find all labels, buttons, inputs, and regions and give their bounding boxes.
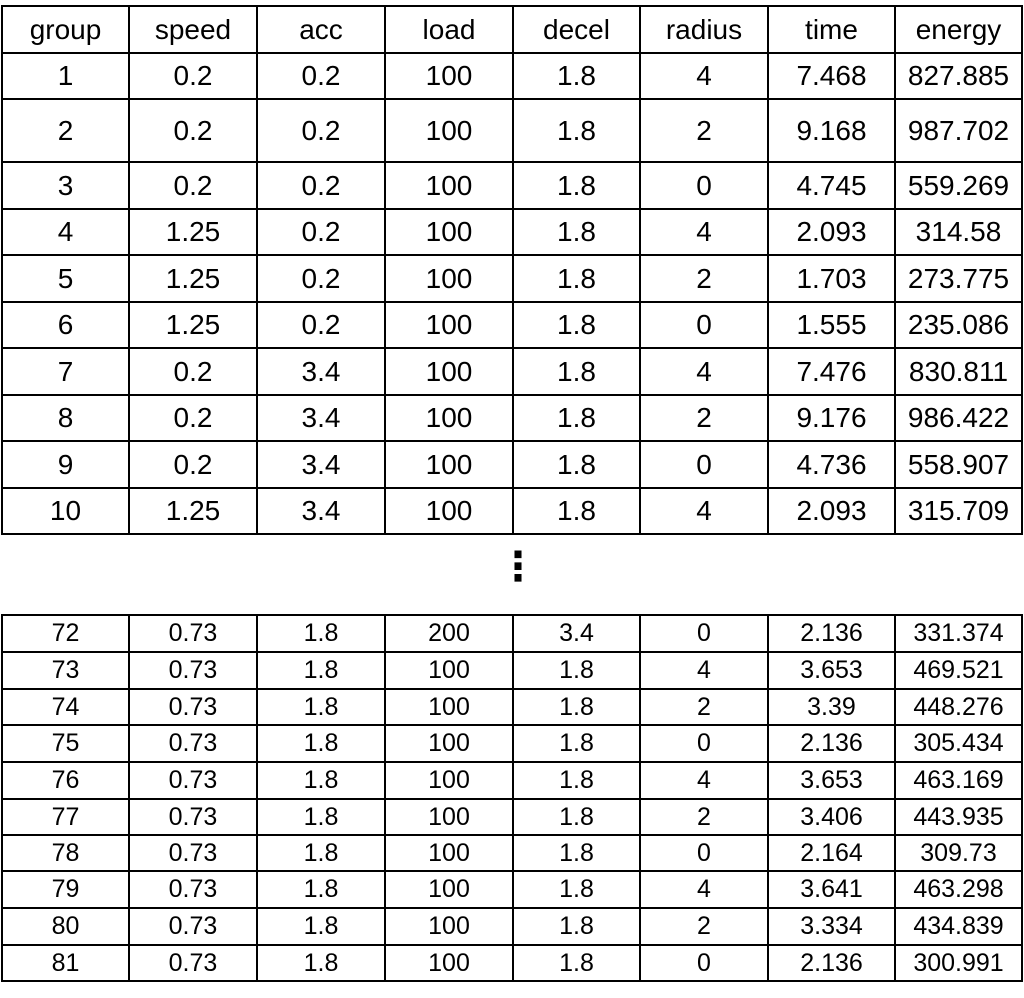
- cell-group: 4: [2, 209, 129, 255]
- cell-group: 81: [2, 945, 129, 981]
- cell-group: 75: [2, 725, 129, 762]
- cell-acc: 1.8: [257, 652, 385, 689]
- cell-time: 2.093: [768, 209, 895, 255]
- cell-time: 3.641: [768, 871, 895, 908]
- cell-load: 100: [385, 302, 513, 348]
- cell-radius: 2: [640, 99, 768, 162]
- cell-acc: 1.8: [257, 762, 385, 799]
- cell-decel: 1.8: [513, 725, 640, 762]
- cell-speed: 0.2: [129, 99, 257, 162]
- cell-group: 78: [2, 835, 129, 871]
- cell-time: 3.653: [768, 762, 895, 799]
- table-row: [2, 53, 1022, 99]
- table-row: [2, 689, 1022, 725]
- cell-speed: 0.73: [129, 871, 257, 908]
- cell-group: 7: [2, 348, 129, 395]
- cell-load: 200: [385, 615, 513, 652]
- cell-group: 6: [2, 302, 129, 348]
- cell-radius: 4: [640, 652, 768, 689]
- cell-acc: 3.4: [257, 348, 385, 395]
- cell-time: 2.136: [768, 615, 895, 652]
- cell-energy: 559.269: [895, 162, 1022, 209]
- column-header-speed: speed: [129, 6, 257, 53]
- cell-time: 2.164: [768, 835, 895, 871]
- cell-energy: 434.839: [895, 908, 1022, 945]
- cell-energy: 273.775: [895, 255, 1022, 302]
- column-header-time: time: [768, 6, 895, 53]
- cell-time: 9.168: [768, 99, 895, 162]
- cell-time: 9.176: [768, 395, 895, 441]
- cell-decel: 1.8: [513, 799, 640, 835]
- cell-acc: 3.4: [257, 488, 385, 534]
- table-row: [2, 395, 1022, 441]
- cell-acc: 0.2: [257, 302, 385, 348]
- cell-acc: 1.8: [257, 689, 385, 725]
- table-row: [2, 209, 1022, 255]
- cell-decel: 1.8: [513, 689, 640, 725]
- cell-group: 73: [2, 652, 129, 689]
- cell-load: 100: [385, 799, 513, 835]
- cell-decel: 1.8: [513, 652, 640, 689]
- cell-speed: 0.73: [129, 689, 257, 725]
- cell-time: 3.334: [768, 908, 895, 945]
- cell-decel: 1.8: [513, 348, 640, 395]
- cell-group: 72: [2, 615, 129, 652]
- cell-group: 10: [2, 488, 129, 534]
- cell-time: 2.093: [768, 488, 895, 534]
- cell-decel: 1.8: [513, 945, 640, 981]
- cell-group: 3: [2, 162, 129, 209]
- cell-decel: 1.8: [513, 255, 640, 302]
- cell-group: 79: [2, 871, 129, 908]
- cell-radius: 4: [640, 762, 768, 799]
- cell-load: 100: [385, 255, 513, 302]
- column-header-energy: energy: [895, 6, 1022, 53]
- cell-group: 8: [2, 395, 129, 441]
- cell-radius: 4: [640, 53, 768, 99]
- table-row: [2, 615, 1022, 652]
- table-body-top: [2, 53, 1022, 534]
- cell-energy: 469.521: [895, 652, 1022, 689]
- cell-decel: 1.8: [513, 835, 640, 871]
- cell-speed: 0.73: [129, 945, 257, 981]
- table-row: [2, 348, 1022, 395]
- cell-decel: 1.8: [513, 162, 640, 209]
- cell-group: 9: [2, 441, 129, 488]
- cell-speed: 0.73: [129, 835, 257, 871]
- cell-acc: 0.2: [257, 209, 385, 255]
- cell-radius: 0: [640, 162, 768, 209]
- cell-decel: 3.4: [513, 615, 640, 652]
- cell-decel: 1.8: [513, 209, 640, 255]
- column-header-acc: acc: [257, 6, 385, 53]
- cell-acc: 0.2: [257, 99, 385, 162]
- cell-load: 100: [385, 689, 513, 725]
- cell-speed: 1.25: [129, 488, 257, 534]
- cell-time: 7.468: [768, 53, 895, 99]
- cell-energy: 463.169: [895, 762, 1022, 799]
- cell-radius: 4: [640, 348, 768, 395]
- cell-energy: 235.086: [895, 302, 1022, 348]
- cell-energy: 448.276: [895, 689, 1022, 725]
- cell-load: 100: [385, 53, 513, 99]
- cell-load: 100: [385, 395, 513, 441]
- cell-speed: 0.73: [129, 652, 257, 689]
- cell-speed: 1.25: [129, 255, 257, 302]
- cell-time: 2.136: [768, 945, 895, 981]
- cell-speed: 0.2: [129, 395, 257, 441]
- table-row: [2, 302, 1022, 348]
- cell-load: 100: [385, 162, 513, 209]
- cell-load: 100: [385, 835, 513, 871]
- cell-decel: 1.8: [513, 762, 640, 799]
- cell-speed: 0.73: [129, 762, 257, 799]
- cell-group: 76: [2, 762, 129, 799]
- cell-group: 5: [2, 255, 129, 302]
- table-row: [2, 652, 1022, 689]
- cell-energy: 443.935: [895, 799, 1022, 835]
- cell-radius: 0: [640, 615, 768, 652]
- cell-radius: 4: [640, 209, 768, 255]
- cell-acc: 1.8: [257, 799, 385, 835]
- cell-speed: 0.2: [129, 441, 257, 488]
- cell-decel: 1.8: [513, 871, 640, 908]
- cell-radius: 0: [640, 945, 768, 981]
- cell-radius: 0: [640, 302, 768, 348]
- cell-energy: 827.885: [895, 53, 1022, 99]
- cell-speed: 1.25: [129, 302, 257, 348]
- data-table-bottom: [1, 614, 1023, 982]
- cell-load: 100: [385, 441, 513, 488]
- cell-decel: 1.8: [513, 99, 640, 162]
- cell-energy: 986.422: [895, 395, 1022, 441]
- cell-load: 100: [385, 945, 513, 981]
- table-row: [2, 162, 1022, 209]
- cell-radius: 2: [640, 689, 768, 725]
- table-row: [2, 725, 1022, 762]
- cell-load: 100: [385, 209, 513, 255]
- data-table-top: [1, 5, 1023, 535]
- cell-time: 4.745: [768, 162, 895, 209]
- table-row: [2, 99, 1022, 162]
- cell-decel: 1.8: [513, 302, 640, 348]
- cell-time: 3.406: [768, 799, 895, 835]
- cell-energy: 558.907: [895, 441, 1022, 488]
- cell-acc: 0.2: [257, 162, 385, 209]
- row-gap-ellipsis: ⋮: [498, 545, 538, 589]
- cell-speed: 0.73: [129, 908, 257, 945]
- cell-load: 100: [385, 871, 513, 908]
- table-row: [2, 441, 1022, 488]
- cell-energy: 309.73: [895, 835, 1022, 871]
- cell-acc: 3.4: [257, 395, 385, 441]
- cell-load: 100: [385, 652, 513, 689]
- cell-acc: 3.4: [257, 441, 385, 488]
- cell-time: 1.703: [768, 255, 895, 302]
- cell-decel: 1.8: [513, 488, 640, 534]
- cell-energy: 331.374: [895, 615, 1022, 652]
- cell-energy: 463.298: [895, 871, 1022, 908]
- column-header-group: group: [2, 6, 129, 53]
- cell-time: 3.653: [768, 652, 895, 689]
- cell-load: 100: [385, 348, 513, 395]
- cell-radius: 2: [640, 799, 768, 835]
- column-header-radius: radius: [640, 6, 768, 53]
- cell-speed: 1.25: [129, 209, 257, 255]
- cell-decel: 1.8: [513, 395, 640, 441]
- cell-speed: 0.73: [129, 615, 257, 652]
- cell-acc: 1.8: [257, 908, 385, 945]
- cell-energy: 305.434: [895, 725, 1022, 762]
- cell-radius: 0: [640, 441, 768, 488]
- cell-acc: 1.8: [257, 725, 385, 762]
- table-row: [2, 835, 1022, 871]
- cell-group: 1: [2, 53, 129, 99]
- table-row: [2, 871, 1022, 908]
- cell-radius: 0: [640, 835, 768, 871]
- cell-group: 74: [2, 689, 129, 725]
- table-row: [2, 762, 1022, 799]
- cell-speed: 0.2: [129, 348, 257, 395]
- table-row: [2, 908, 1022, 945]
- cell-load: 100: [385, 99, 513, 162]
- cell-time: 2.136: [768, 725, 895, 762]
- table-row: [2, 945, 1022, 981]
- cell-load: 100: [385, 725, 513, 762]
- cell-time: 7.476: [768, 348, 895, 395]
- cell-decel: 1.8: [513, 908, 640, 945]
- cell-energy: 315.709: [895, 488, 1022, 534]
- cell-group: 2: [2, 99, 129, 162]
- cell-energy: 830.811: [895, 348, 1022, 395]
- cell-radius: 4: [640, 488, 768, 534]
- cell-radius: 2: [640, 908, 768, 945]
- cell-acc: 1.8: [257, 945, 385, 981]
- cell-energy: 987.702: [895, 99, 1022, 162]
- cell-time: 3.39: [768, 689, 895, 725]
- table-row: [2, 799, 1022, 835]
- cell-radius: 4: [640, 871, 768, 908]
- table-body-bottom: [2, 615, 1022, 981]
- cell-decel: 1.8: [513, 441, 640, 488]
- cell-speed: 0.73: [129, 725, 257, 762]
- cell-acc: 0.2: [257, 255, 385, 302]
- table-row: [2, 488, 1022, 534]
- cell-energy: 314.58: [895, 209, 1022, 255]
- cell-acc: 1.8: [257, 871, 385, 908]
- column-header-load: load: [385, 6, 513, 53]
- cell-speed: 0.73: [129, 799, 257, 835]
- cell-speed: 0.2: [129, 162, 257, 209]
- cell-radius: 0: [640, 725, 768, 762]
- cell-acc: 1.8: [257, 835, 385, 871]
- cell-speed: 0.2: [129, 53, 257, 99]
- cell-group: 80: [2, 908, 129, 945]
- cell-acc: 0.2: [257, 53, 385, 99]
- cell-decel: 1.8: [513, 53, 640, 99]
- cell-group: 77: [2, 799, 129, 835]
- cell-time: 4.736: [768, 441, 895, 488]
- cell-radius: 2: [640, 395, 768, 441]
- cell-time: 1.555: [768, 302, 895, 348]
- cell-acc: 1.8: [257, 615, 385, 652]
- cell-load: 100: [385, 908, 513, 945]
- table-header-row: [2, 6, 1022, 53]
- cell-radius: 2: [640, 255, 768, 302]
- cell-load: 100: [385, 762, 513, 799]
- cell-energy: 300.991: [895, 945, 1022, 981]
- cell-load: 100: [385, 488, 513, 534]
- table-row: [2, 255, 1022, 302]
- column-header-decel: decel: [513, 6, 640, 53]
